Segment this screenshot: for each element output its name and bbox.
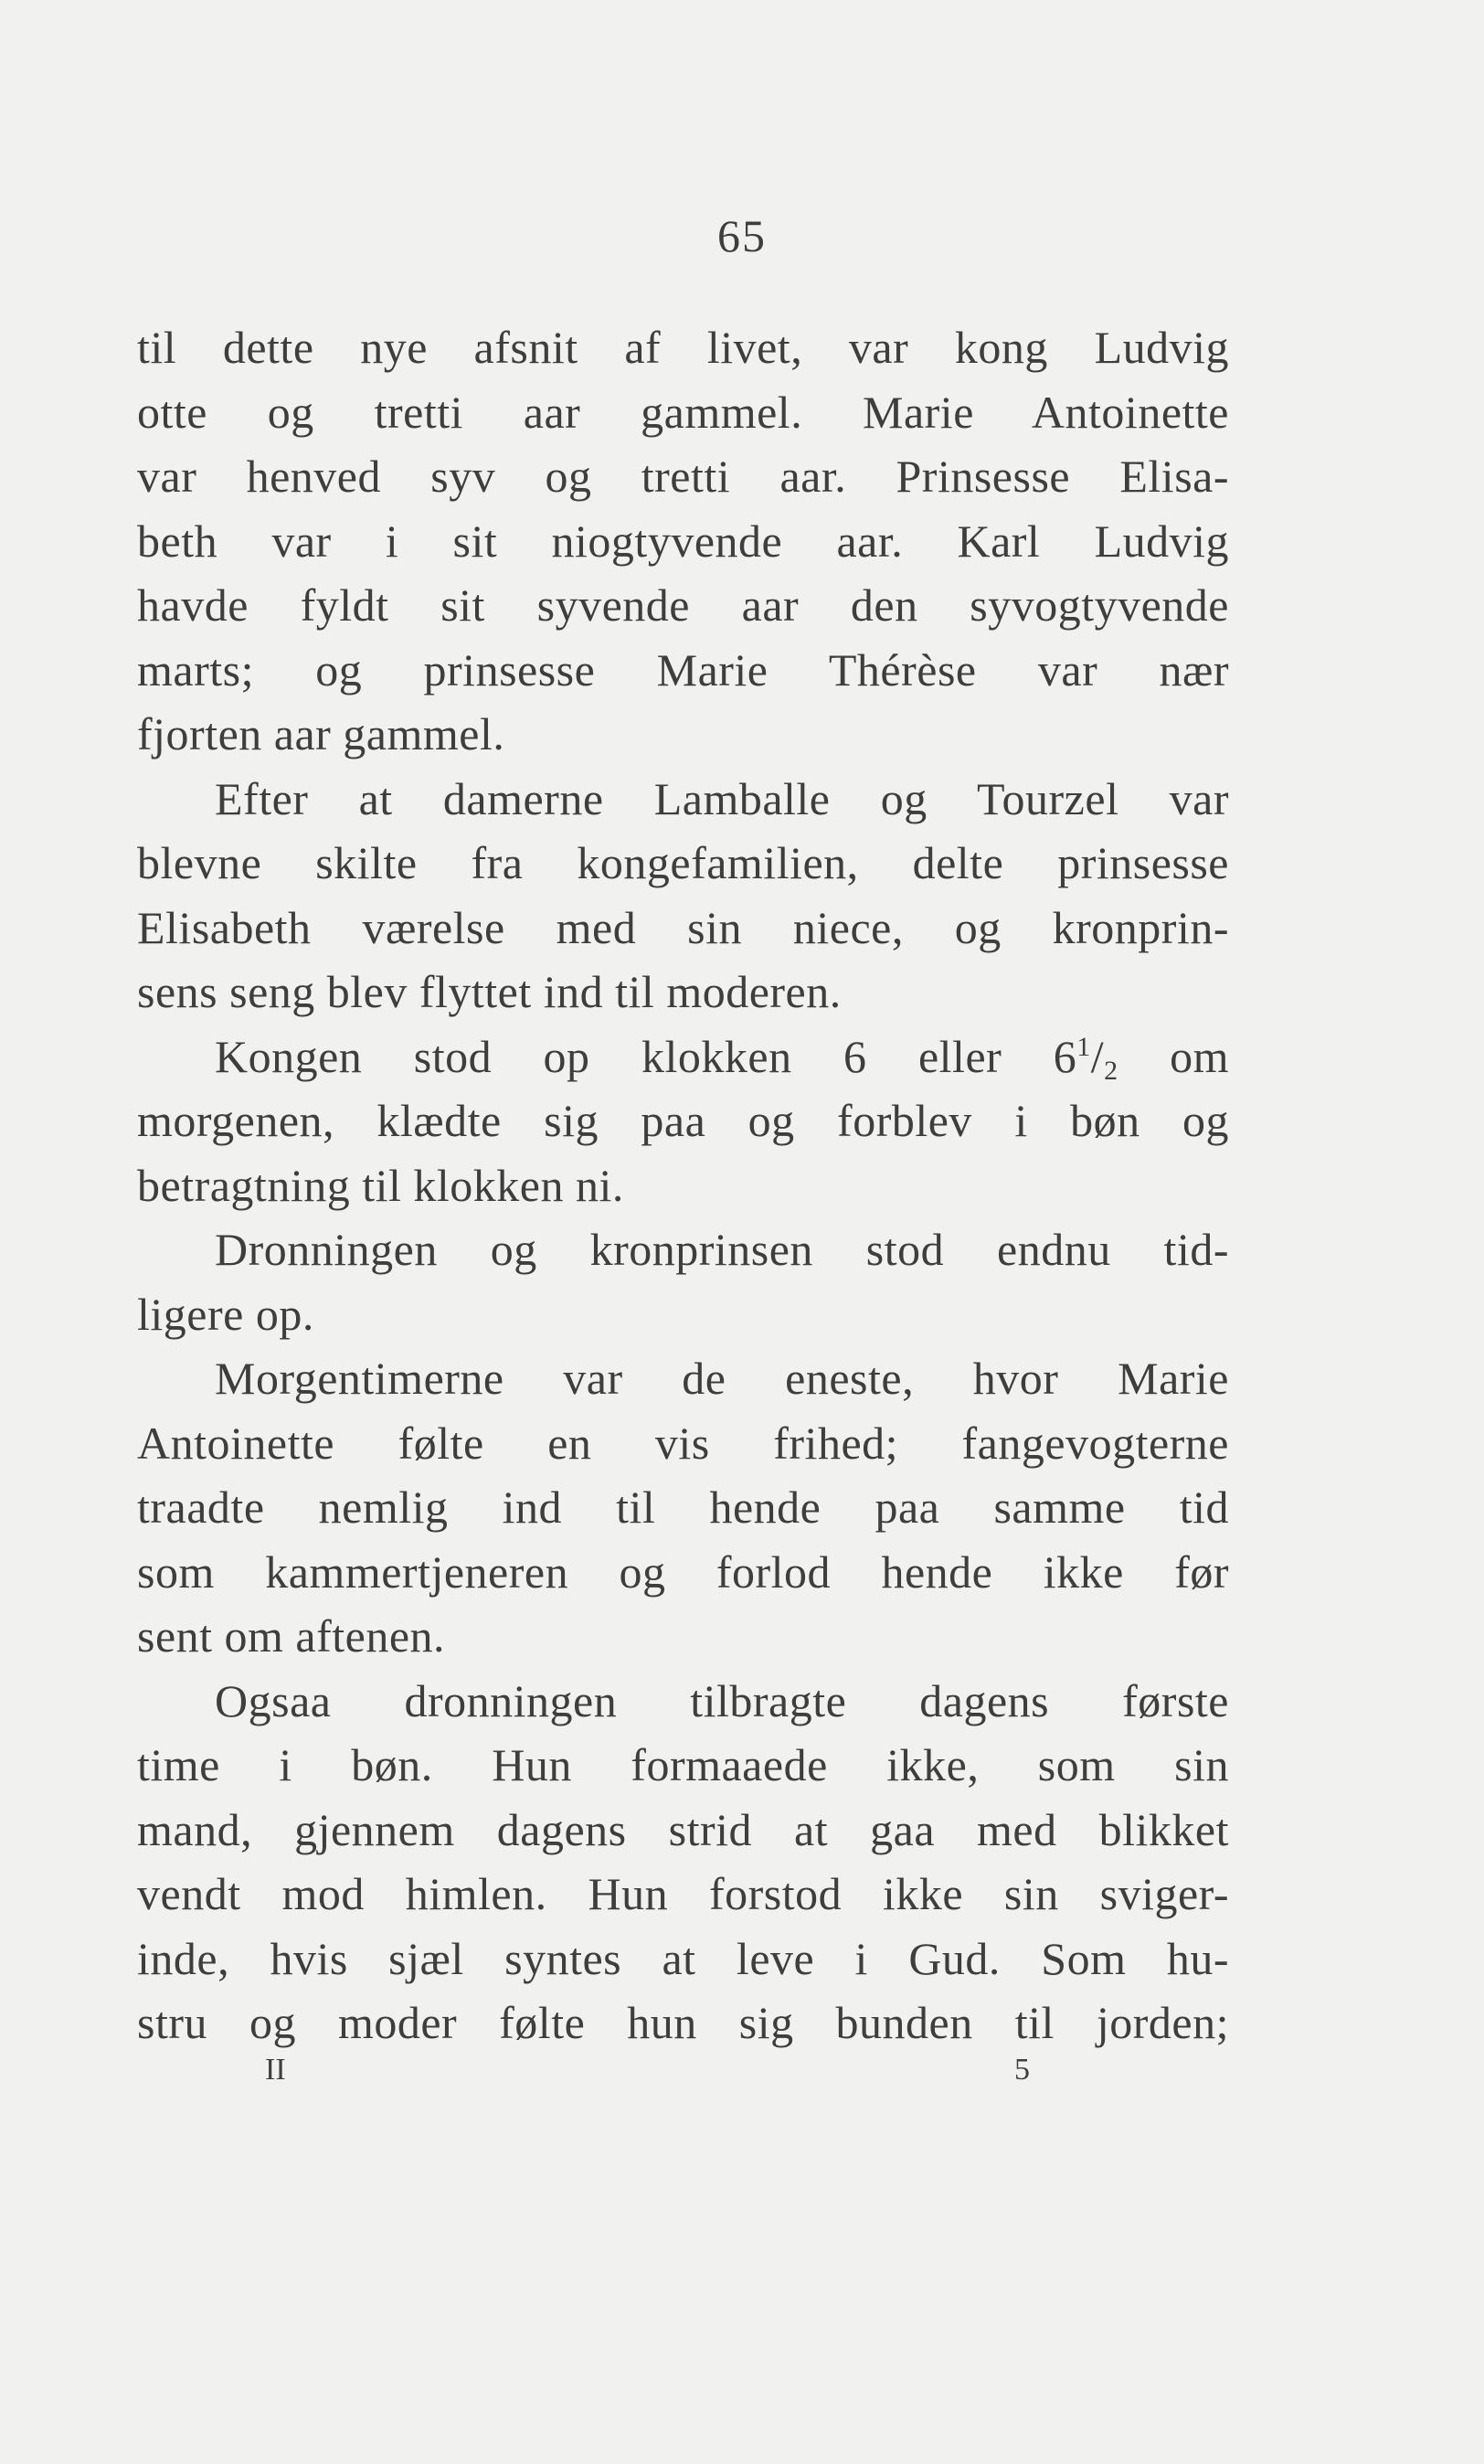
text-line: Dronningen og kronprinsen stod endnu tid- — [215, 1224, 1229, 1275]
text-line-with-fraction — [137, 1025, 1229, 1089]
text-line: vendt mod himlen. Hun forstod ikke sin sviger- — [137, 1868, 1229, 1919]
paragraph — [137, 767, 1229, 1025]
text-line: morgenen, klædte sig paa og forblev i bøn og — [137, 1095, 1229, 1146]
body-text — [137, 315, 1229, 2055]
line-text: Kongen stod op klokken 6 eller — [215, 1030, 1002, 1082]
fraction-whole: 6 — [1053, 1030, 1077, 1082]
text-line: var henved syv og tretti aar. Prinsesse Elisa- — [137, 451, 1229, 502]
paragraph — [137, 1025, 1229, 1218]
text-line: Antoinette følte en vis frihed; fangevogterne — [137, 1417, 1229, 1469]
text-line: marts; og prinsesse Marie Thérèse var nær — [137, 643, 1229, 696]
fraction-numerator: 1 — [1076, 1031, 1091, 1062]
line-text: om — [1170, 1030, 1230, 1082]
text-line: beth var i sit niogtyvende aar. Karl Ludvig — [137, 515, 1229, 567]
text-line: otte og tretti aar gammel. Marie Antoinette — [137, 386, 1229, 438]
text-line: Ogsaa dronningen tilbragte dagens første — [215, 1674, 1229, 1726]
text-line: sent om aftenen. — [137, 1610, 446, 1662]
text-line: stru og moder følte hun sig bunden til jorden; — [137, 1997, 1229, 2048]
text-line: fjorten aar gammel. — [137, 708, 505, 759]
fraction-denominator: 2 — [1104, 1055, 1118, 1086]
text-line: mand, gjennem dagens strid at gaa med blikket — [137, 1803, 1229, 1855]
text-line: sens seng blev flyttet ind til moderen. — [137, 966, 842, 1017]
page-number: 65 — [717, 210, 767, 261]
text-line: Elisabeth værelse med sin niece, og kronprin- — [137, 901, 1229, 953]
signature-mark: II — [265, 2053, 286, 2087]
paragraph — [137, 1346, 1229, 1669]
text-line: blevne skilte fra kongefamilien, delte prinsesse — [137, 837, 1229, 888]
text-line: som kammertjeneren og forlod hende ikke før — [137, 1545, 1229, 1598]
text-line: time i bøn. Hun formaaede ikke, som sin — [137, 1739, 1229, 1790]
text-line: til dette nye afsnit af livet, var kong Ludvig — [137, 322, 1229, 373]
signature-number: 5 — [1014, 2053, 1030, 2087]
text-line: betragtning til klokken ni. — [137, 1159, 624, 1211]
paragraph — [137, 1217, 1229, 1346]
paragraph — [137, 315, 1229, 767]
fraction: $6^1/_2$ — [1053, 1030, 1118, 1086]
text-line: traadte nemlig ind til hende paa samme tid — [137, 1482, 1229, 1533]
text-line: ligere op. — [137, 1288, 314, 1340]
text-line: havde fyldt sit syvende aar den syvogtyvende — [137, 579, 1229, 631]
text-line: inde, hvis sjæl syntes at leve i Gud. Som hu- — [137, 1932, 1229, 1984]
paragraph — [137, 1669, 1229, 2055]
text-line: Efter at damerne Lamballe og Tourzel var — [215, 772, 1229, 824]
text-line: Morgentimerne var de eneste, hvor Marie — [215, 1353, 1229, 1404]
